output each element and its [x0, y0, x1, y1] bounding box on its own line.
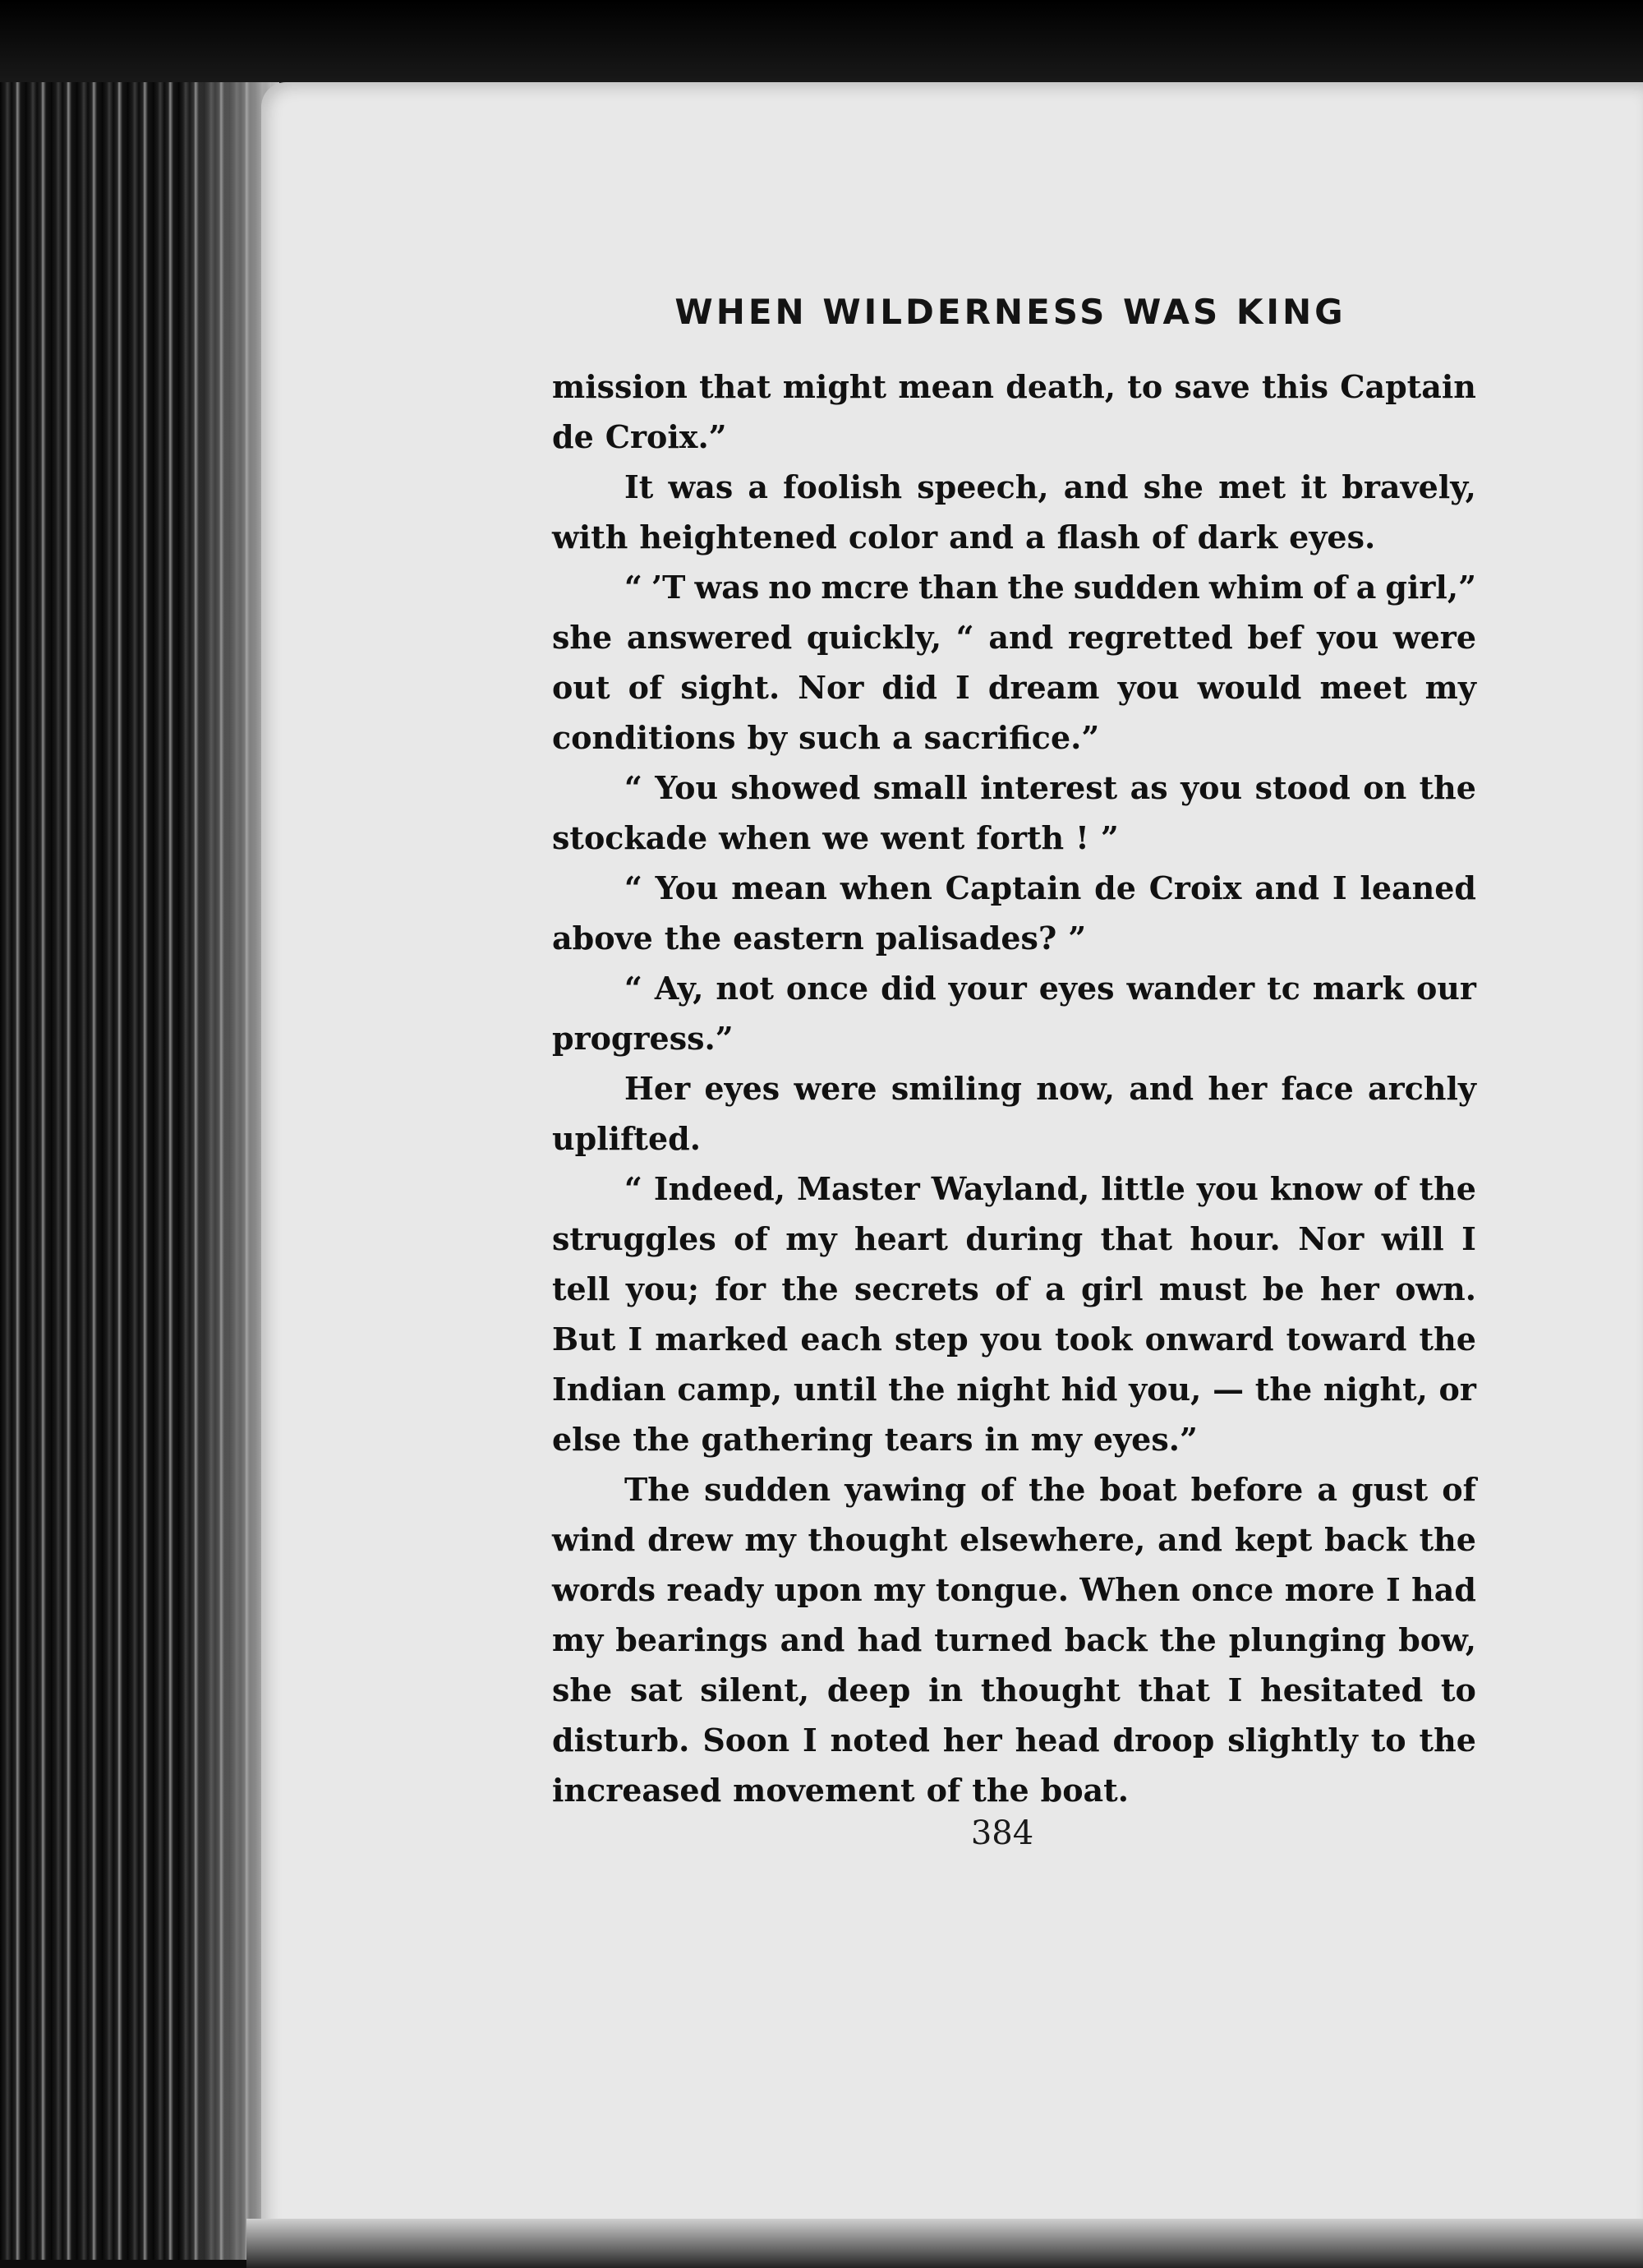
- text-line: mission that might mean death, to save this Captain: [552, 368, 1476, 405]
- body-text: [552, 362, 1476, 1815]
- text-line: struggles of my heart during that hour. Nor will I: [552, 1220, 1476, 1257]
- text-line: above the eastern palisades? ”: [552, 920, 1087, 957]
- text-line: disturb. Soon I noted her head droop slightly to the: [552, 1722, 1476, 1759]
- text-line: increased movement of the boat.: [552, 1772, 1129, 1809]
- text-line: Her eyes were smiling now, and her face archly: [624, 1070, 1476, 1107]
- text-line: tell you; for the secrets of a girl must be her own.: [552, 1270, 1476, 1307]
- text-line: “ Ay, not once did your eyes wander tc mark our: [624, 970, 1476, 1007]
- text-line: stockade when we went forth ! ”: [552, 819, 1119, 856]
- text-line: But I marked each step you took onward toward the: [552, 1321, 1476, 1358]
- text-line: out of sight. Nor did I dream you would meet my: [552, 669, 1476, 706]
- text-line: conditions by such a sacrifice.”: [552, 719, 1100, 756]
- text-line: It was a foolish speech, and she met it bravely,: [624, 468, 1476, 505]
- scan-top-border: [0, 0, 1643, 90]
- scan-bottom-border: [246, 2219, 1643, 2268]
- text-line: wind drew my thought elsewhere, and kept back the: [552, 1521, 1476, 1558]
- text-line: else the gathering tears in my eyes.”: [552, 1421, 1198, 1458]
- text-line: words ready upon my tongue. When once more I had: [552, 1571, 1476, 1608]
- running-head: WHEN WILDERNESS WAS KING: [674, 292, 1346, 332]
- text-line: “ Indeed, Master Wayland, little you know of the: [624, 1170, 1476, 1207]
- text-line: with heightened color and a flash of dark eyes.: [552, 519, 1376, 555]
- text-line: The sudden yawing of the boat before a gust of: [624, 1471, 1476, 1508]
- text-line: “ You mean when Captain de Croix and I leaned: [624, 869, 1476, 906]
- text-line: “ ’T was no mcre than the sudden whim of a girl,”: [624, 569, 1476, 606]
- text-line: de Croix.”: [552, 418, 727, 455]
- page-number: 384: [970, 1814, 1034, 1852]
- text-line: she answered quickly, “ and regretted bef you were: [552, 619, 1476, 656]
- text-line: she sat silent, deep in thought that I hesitated to: [552, 1671, 1476, 1708]
- text-line: “ You showed small interest as you stood on the: [624, 769, 1476, 806]
- text-line: Indian camp, until the night hid you, — the night, or: [552, 1371, 1476, 1408]
- text-line: progress.”: [552, 1020, 734, 1057]
- text-line: my bearings and had turned back the plunging bow,: [552, 1621, 1476, 1658]
- text-line: uplifted.: [552, 1120, 701, 1157]
